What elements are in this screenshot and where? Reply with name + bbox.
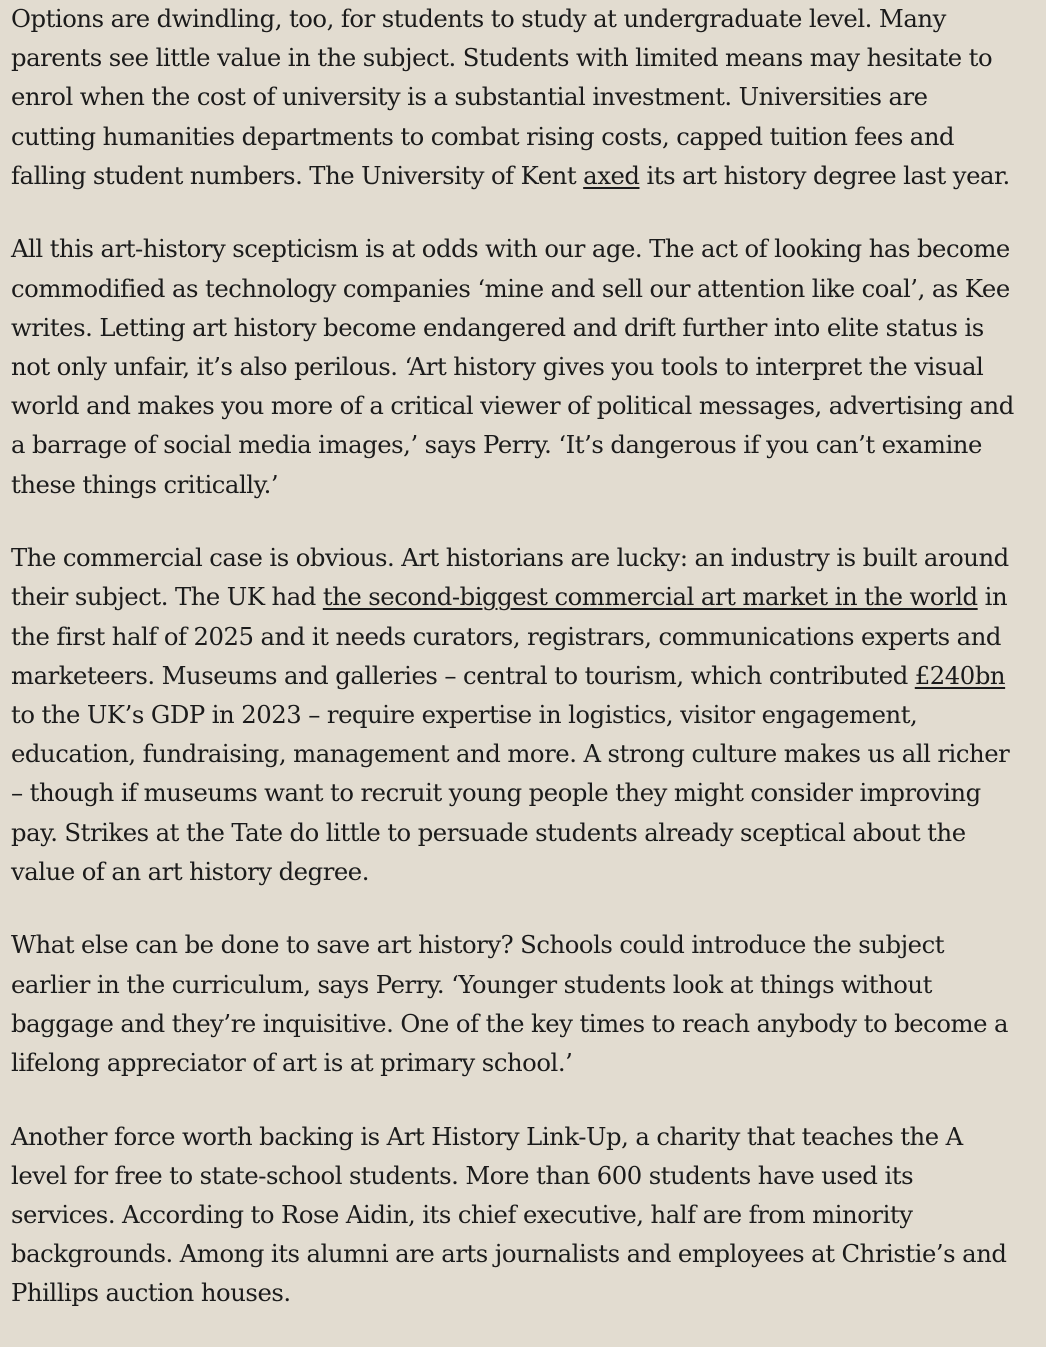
text-segment: pay. Strikes at the Tate do little to persuade students already sceptical about the (11, 817, 966, 847)
text-line (11, 773, 1046, 812)
text-line (11, 1043, 1046, 1082)
text-line (11, 38, 1046, 77)
text-line (11, 465, 1046, 504)
text-line (11, 813, 1046, 852)
text-line (11, 1117, 1046, 1156)
text-segment: world and makes you more of a critical viewer of political messages, advertising and (11, 391, 1014, 421)
article-paragraph (11, 1117, 1046, 1313)
text-segment: these things critically.’ (11, 469, 279, 499)
article-paragraphs (11, 0, 1046, 1313)
text-line (11, 965, 1046, 1004)
text-segment: not only unfair, it’s also perilous. ‘Art history gives you tools to interpret the visual (11, 352, 984, 382)
text-segment: Phillips auction houses. (11, 1278, 291, 1308)
text-line (11, 1004, 1046, 1043)
article-paragraph (11, 0, 1046, 195)
text-segment: Options are dwindling, too, for students to study at undergraduate level. Many (11, 4, 946, 33)
inline-link[interactable]: the second-biggest commercial art market in the world (322, 582, 978, 612)
text-segment: cutting humanities departments to combat rising costs, capped tuition fees and (11, 121, 955, 151)
text-line (11, 117, 1046, 156)
text-segment: commodified as technology companies ‘mine and sell our attention like coal’, as Kee (11, 273, 1010, 303)
text-segment: All this art-history scepticism is at odds with our age. The act of looking has become (11, 234, 1010, 264)
article-paragraph (11, 229, 1046, 503)
text-segment: marketeers. Museums and galleries – central to tourism, which contributed (11, 660, 915, 690)
text-line (11, 852, 1046, 891)
text-segment: enrol when the cost of university is a substantial investment. Universities are (11, 82, 928, 112)
inline-link[interactable]: £240bn (914, 660, 1006, 690)
text-segment: their subject. The UK had (11, 582, 323, 612)
text-segment: the first half of 2025 and it needs curators, registrars, communications experts and (11, 621, 1001, 651)
text-line (11, 156, 1046, 195)
text-line (11, 308, 1046, 347)
text-segment: writes. Letting art history become endangered and drift further into elite status is (11, 312, 984, 342)
text-segment: lifelong appreciator of art is at primary school.’ (11, 1048, 573, 1078)
text-line (11, 577, 1046, 616)
text-segment: – though if museums want to recruit young people they might consider improving (11, 778, 981, 808)
text-segment: value of an art history degree. (11, 856, 369, 886)
text-line (11, 925, 1046, 964)
text-line (11, 695, 1046, 734)
text-segment: baggage and they’re inquisitive. One of the key times to reach anybody to become a (11, 1008, 1009, 1038)
text-segment: falling student numbers. The University of Kent (11, 160, 584, 190)
text-segment: The commercial case is obvious. Art historians are lucky: an industry is built around (11, 543, 1009, 573)
text-segment: Another force worth backing is Art History Link-Up, a charity that teaches the A (11, 1121, 963, 1151)
text-segment: a barrage of social media images,’ says Perry. ‘It’s dangerous if you can’t examine (11, 430, 982, 460)
text-segment: in (977, 582, 1008, 612)
text-segment: its art history degree last year. (639, 160, 1010, 190)
inline-link[interactable]: axed (583, 160, 640, 190)
text-line (11, 734, 1046, 773)
text-line (11, 0, 1046, 38)
text-line (11, 425, 1046, 464)
text-segment: earlier in the curriculum, says Perry. ‘Younger students look at things without (11, 969, 932, 999)
text-segment: backgrounds. Among its alumni are arts journalists and employees at Christie’s and (11, 1239, 1007, 1269)
text-line (11, 538, 1046, 577)
article-body (11, 0, 1046, 1347)
text-line (11, 269, 1046, 308)
text-line (11, 77, 1046, 116)
text-line (11, 1195, 1046, 1234)
text-segment: services. According to Rose Aidin, its chief executive, half are from minority (11, 1200, 913, 1230)
article-paragraph (11, 925, 1046, 1082)
article-paragraph (11, 538, 1046, 891)
text-line (11, 656, 1046, 695)
text-line (11, 1273, 1046, 1312)
text-line (11, 1234, 1046, 1273)
text-segment: level for free to state-school students. More than 600 students have used its (11, 1160, 914, 1190)
text-segment: What else can be done to save art history? Schools could introduce the subject (11, 930, 945, 960)
text-segment: education, fundraising, management and more. A strong culture makes us all richer (11, 739, 1010, 769)
text-line (11, 229, 1046, 268)
text-line (11, 386, 1046, 425)
text-segment: to the UK’s GDP in 2023 – require expertise in logistics, visitor engagement, (11, 700, 918, 730)
text-segment: parents see little value in the subject. Students with limited means may hesitate to (11, 43, 993, 73)
text-line (11, 1156, 1046, 1195)
text-line (11, 347, 1046, 386)
text-line (11, 617, 1046, 656)
